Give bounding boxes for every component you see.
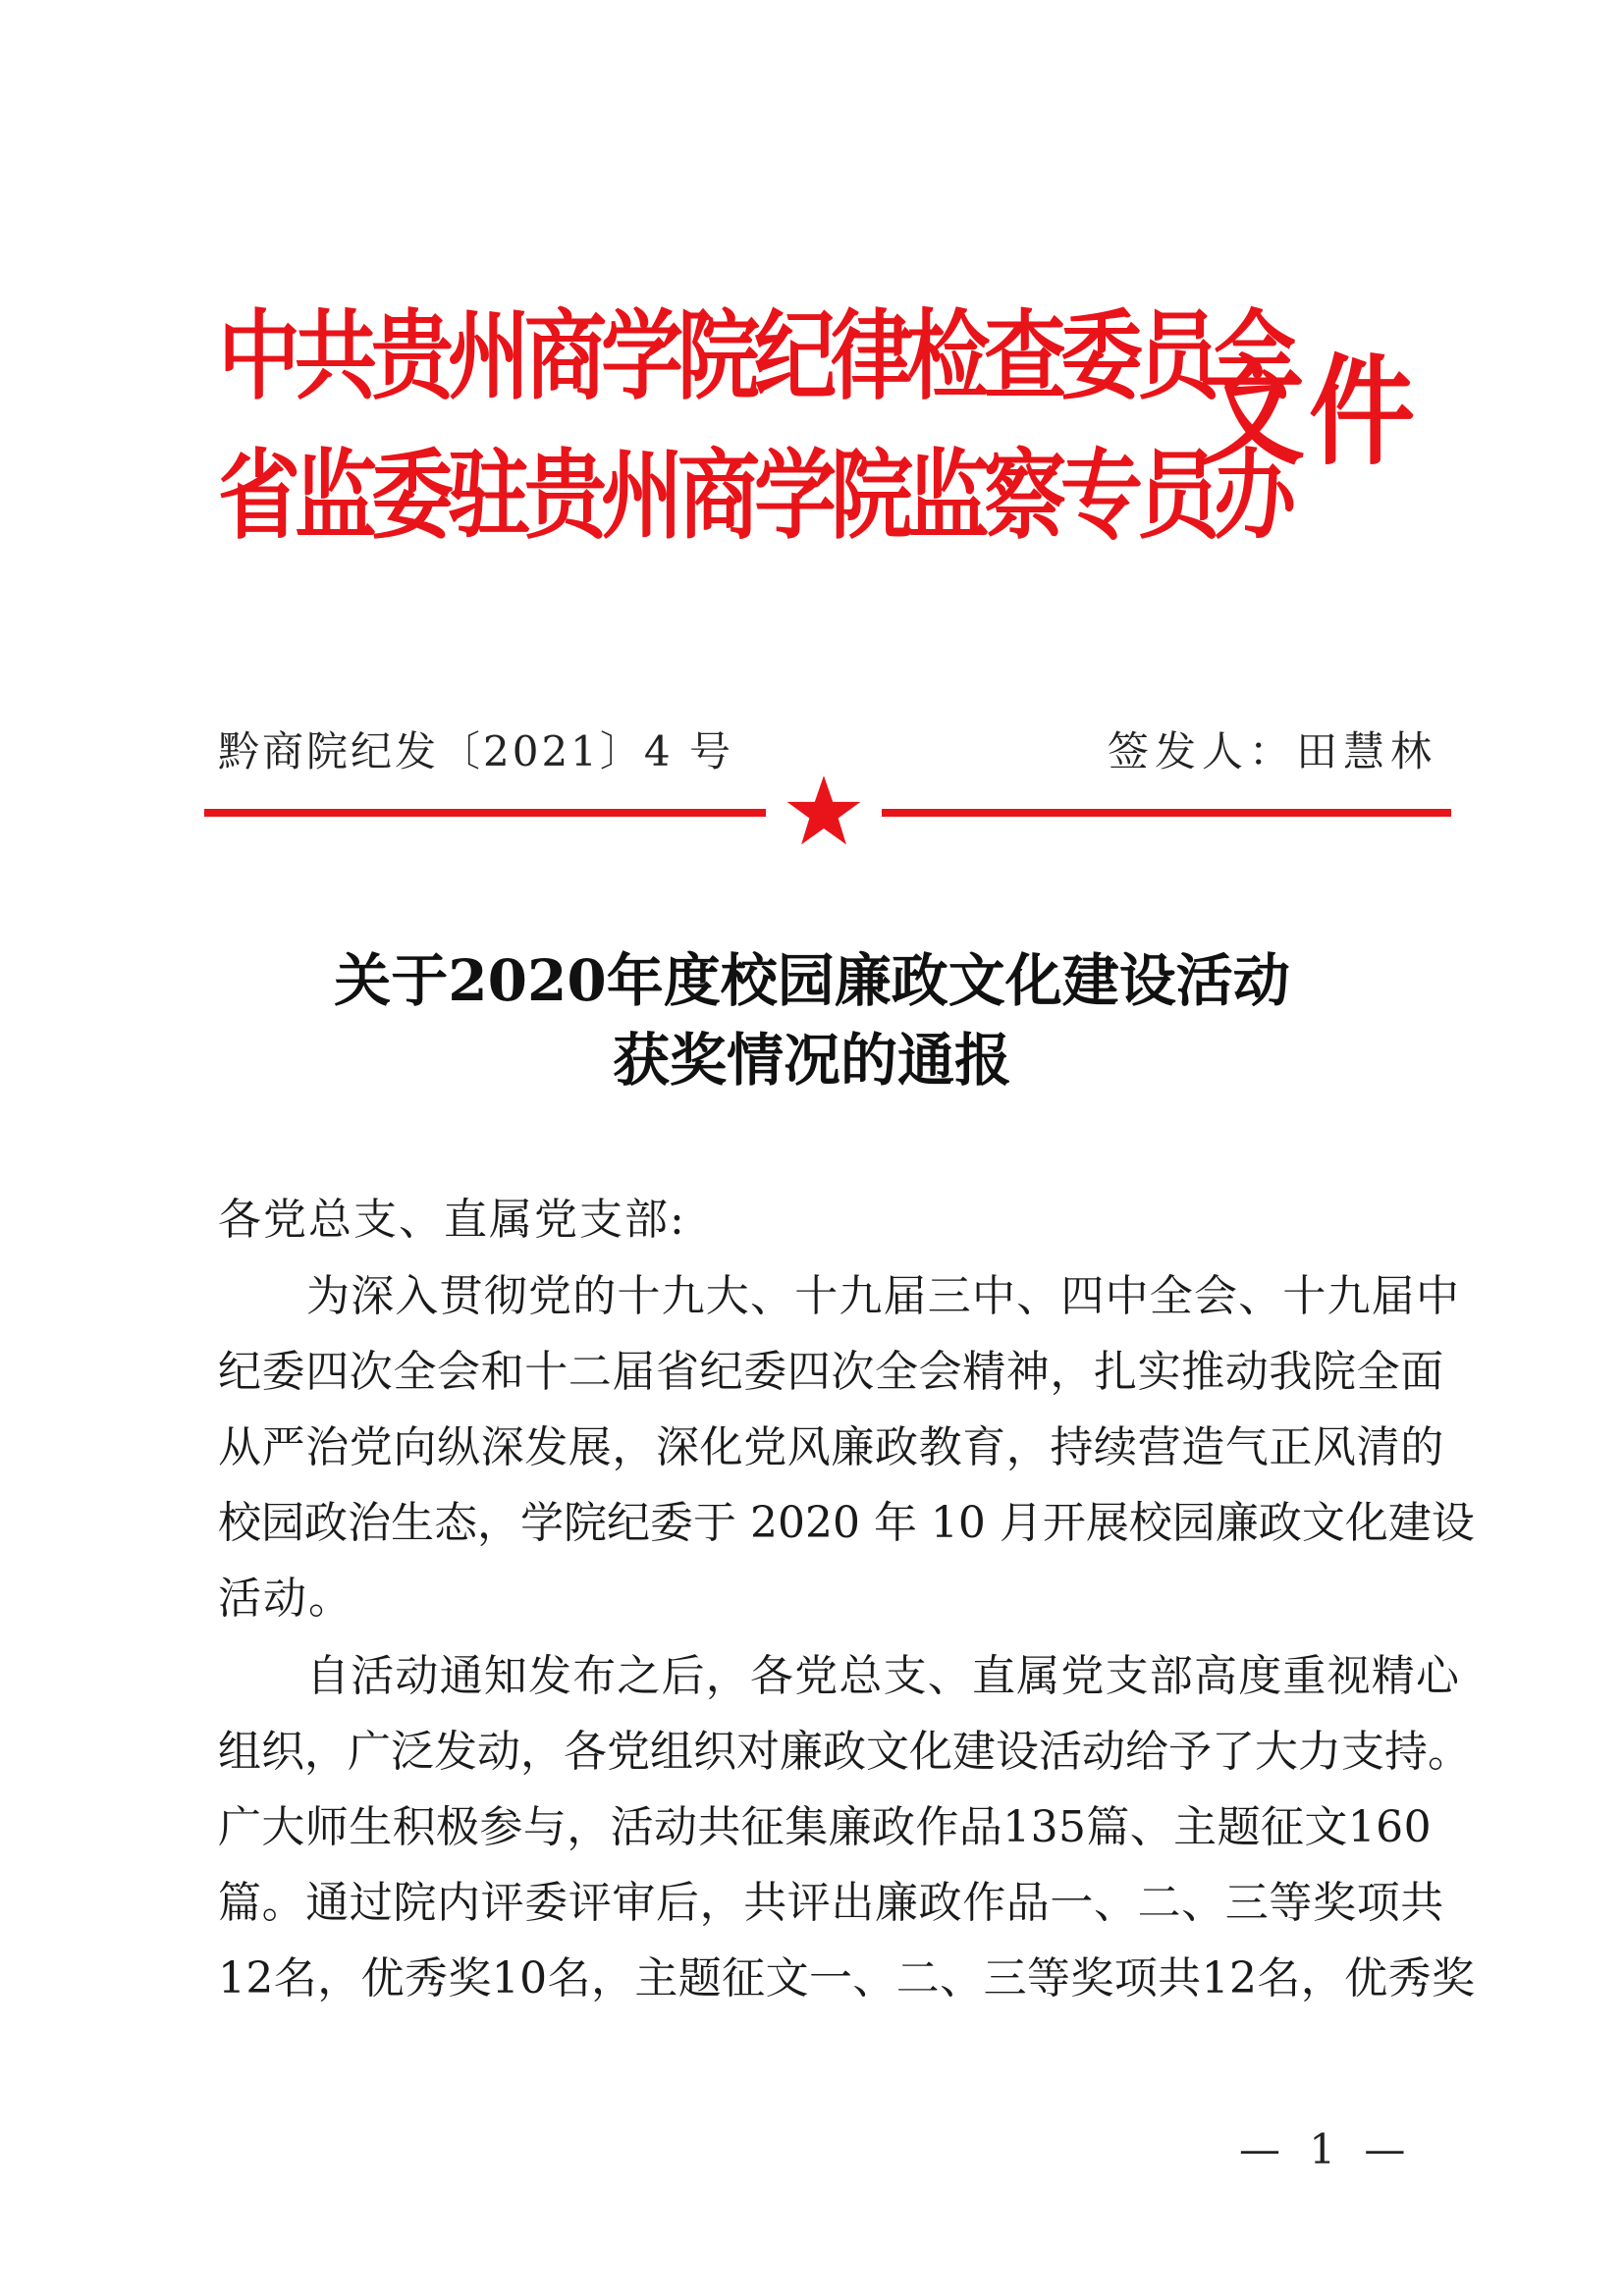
issuer-line-2: 省监委驻贵州商学院监察专员办 (218, 439, 1291, 553)
salutation: 各党总支、直属党支部: (218, 1195, 686, 1245)
body-line: 组织，广泛发动，各党组织对廉政文化建设活动给予了大力支持。 (218, 1727, 1471, 1777)
body-line: 为深入贯彻党的十九大、十九届三中、四中全会、十九届中 (306, 1271, 1461, 1321)
red-divider-right (882, 809, 1451, 817)
notice-title-line-2: 获奖情况的通报 (612, 1027, 1011, 1094)
notice-title-line-1: 关于2020年度校园廉政文化建设活动 (334, 947, 1290, 1014)
body-line: 活动。 (218, 1574, 353, 1624)
issuer-heading (218, 291, 1291, 605)
body-line: 纪委四次全会和十二届省纪委四次全会精神，扎实推动我院全面 (218, 1347, 1444, 1397)
body-line: 校园政治生态，学院纪委于 2020 年 10 月开展校园廉政文化建设 (218, 1498, 1475, 1548)
body-line: 广大师生积极参与，活动共征集廉政作品135篇、主题征文160 (218, 1802, 1432, 1852)
doc-type-label: 文件 (1199, 344, 1420, 482)
red-star-icon (785, 774, 862, 848)
body-line: 自活动通知发布之后，各党总支、直属党支部高度重视精心 (306, 1651, 1461, 1701)
red-divider-left (204, 809, 766, 817)
issuer-line-1: 中共贵州商学院纪律检查委员会 (218, 299, 1291, 413)
page-number: — 1 — (1239, 2125, 1414, 2173)
document-number: 黔商院纪发〔2021〕4 号 (218, 727, 733, 775)
body-line: 12名，优秀奖10名，主题征文一、二、三等奖项共12名，优秀奖 (218, 1953, 1476, 2003)
body-line: 从严治党向纵深发展，深化党风廉政教育，持续营造气正风清的 (218, 1422, 1444, 1472)
signer: 签发人：田慧林 (1108, 727, 1438, 775)
body-line: 篇。通过院内评委评审后，共评出廉政作品一、二、三等奖项共 (218, 1878, 1444, 1928)
